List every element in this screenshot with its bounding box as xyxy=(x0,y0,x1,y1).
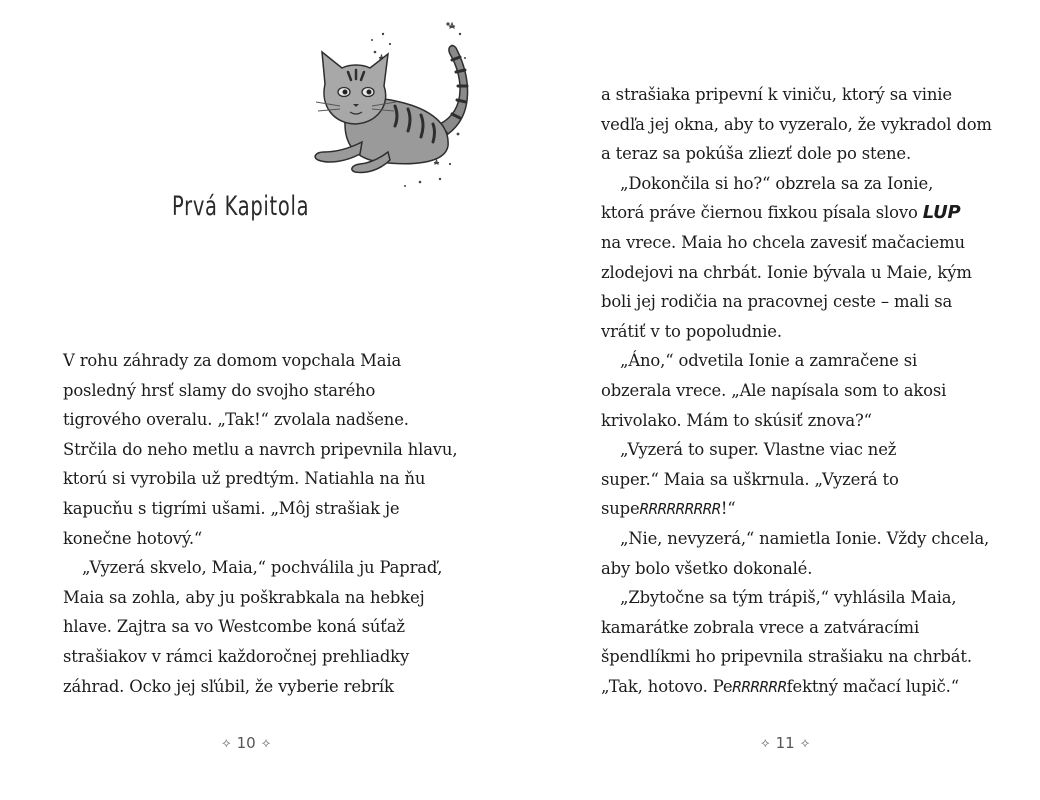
styled-text: LUP xyxy=(922,202,961,224)
text-run: fektný mačací lupič.“ xyxy=(786,676,959,696)
text-run: ktorá práve čiernou fixkou písala slovo xyxy=(601,203,923,223)
text-line xyxy=(601,258,1011,288)
right-page xyxy=(520,0,1040,800)
text-run: zlodejovi na chrbát. Ionie bývala u Maie, kým xyxy=(601,262,972,282)
ornament-icon: ⟡ xyxy=(800,735,810,751)
text-run: „Tak, hotovo. Pe xyxy=(601,676,733,696)
text-run: super.“ Maia sa uškrnula. „Vyzerá to xyxy=(601,469,899,489)
page-number-right xyxy=(761,734,809,752)
text-run: „Zbytočne sa tým trápiš,“ vyhlásila Maia, xyxy=(620,588,957,608)
text-run: krivolako. Mám to skúsiť znova?“ xyxy=(601,410,872,430)
page-number-value: 11 xyxy=(775,734,795,752)
text-line xyxy=(601,465,1011,495)
text-line xyxy=(601,406,1011,436)
text-line xyxy=(601,554,1011,584)
text-line xyxy=(601,376,1011,406)
text-run: „Dokončila si ho?“ obzrela sa za Ionie, xyxy=(620,173,934,193)
text-line xyxy=(601,494,1011,524)
text-line xyxy=(601,317,1011,347)
text-run: „Nie, nevyzerá,“ namietla Ionie. Vždy chcela, xyxy=(620,528,990,548)
text-line xyxy=(63,376,463,406)
text-line xyxy=(601,80,1011,110)
text-run: a teraz sa pokúša zliezť dole po stene. xyxy=(601,144,912,164)
text-line xyxy=(601,198,1011,228)
text-line xyxy=(63,494,463,524)
text-line xyxy=(601,228,1011,258)
text-run: a strašiaka pripevní k viniču, ktorý sa vinie xyxy=(601,85,952,104)
text-line xyxy=(63,642,463,672)
chapter-title: Prvá Kapitola xyxy=(172,191,310,222)
text-run: obzerala vrece. „Ale napísala som to akosi xyxy=(601,380,947,400)
text-run: aby bolo všetko dokonalé. xyxy=(601,558,813,578)
text-run: !“ xyxy=(720,499,736,519)
text-line xyxy=(63,435,463,465)
text-run: strašiakov v rámci každoročnej prehliadky xyxy=(63,646,410,666)
text-run: ktorú si vyrobila už predtým. Natiahla na ňu xyxy=(63,469,426,489)
text-line xyxy=(63,583,463,613)
text-run: kamarátke zobrala vrece a zatváracími xyxy=(601,617,920,637)
text-line xyxy=(63,612,463,642)
text-run: hlave. Zajtra sa vo Westcombe koná súťaž xyxy=(63,617,405,637)
text-run: na vrece. Maia ho chcela zavesiť mačaciemu xyxy=(601,232,965,252)
text-line xyxy=(63,672,463,702)
cat-illustration-icon xyxy=(300,14,480,194)
text-run: posledný hrsť slamy do svojho starého xyxy=(63,380,376,400)
text-line xyxy=(601,672,1011,702)
page-number-value: 10 xyxy=(236,734,256,752)
text-line xyxy=(601,642,1011,672)
text-line xyxy=(601,583,1011,613)
text-run: tigrového overalu. „Tak!“ zvolala nadšene. xyxy=(63,410,409,430)
text-run: supe xyxy=(601,499,640,519)
text-run: špendlíkmi ho pripevnila strašiaku na chrbát. xyxy=(601,647,972,667)
text-line xyxy=(601,287,1011,317)
text-line xyxy=(601,524,1011,554)
text-run: záhrad. Ocko jej sľúbil, že vyberie rebrík xyxy=(63,676,394,696)
text-run: boli jej rodičia na pracovnej ceste – mali sa xyxy=(601,292,953,312)
styled-text: RRRRRR xyxy=(732,677,787,696)
text-run: „Áno,“ odvetila Ionie a zamračene si xyxy=(620,351,918,371)
ornament-icon: ⟡ xyxy=(761,735,770,751)
styled-text: RRRRRRRRR xyxy=(639,500,721,519)
text-line xyxy=(63,553,463,583)
text-line xyxy=(601,613,1011,643)
page-number-left xyxy=(222,734,270,752)
text-run: Maia sa zohla, aby ju poškrabkala na hebkej xyxy=(63,587,425,607)
text-line xyxy=(601,169,1011,199)
text-line xyxy=(601,346,1011,376)
text-line xyxy=(63,464,463,494)
right-body-text xyxy=(601,80,1011,701)
text-run: V rohu záhrady za domom vopchala Maia xyxy=(63,351,402,370)
text-line xyxy=(601,110,1011,140)
text-run: vedľa jej okna, aby to vyzeralo, že vykradol dom xyxy=(601,114,992,134)
text-line xyxy=(63,524,463,554)
text-line xyxy=(601,435,1011,465)
text-run: vrátiť v to popoludnie. xyxy=(601,321,782,341)
text-line xyxy=(63,346,463,376)
text-line xyxy=(63,405,463,435)
left-body-text xyxy=(63,346,463,701)
text-run: „Vyzerá skvelo, Maia,“ pochválila ju Papraď, xyxy=(82,558,443,578)
text-run: konečne hotový.“ xyxy=(63,528,203,548)
text-run: kapucňu s tigrími ušami. „Môj strašiak je xyxy=(63,498,400,518)
ornament-icon: ⟡ xyxy=(222,735,231,751)
text-run: Strčila do neho metlu a navrch pripevnila hlavu, xyxy=(63,439,458,459)
ornament-icon: ⟡ xyxy=(261,735,271,751)
text-line xyxy=(601,139,1011,169)
text-run: „Vyzerá to super. Vlastne viac než xyxy=(620,440,897,460)
